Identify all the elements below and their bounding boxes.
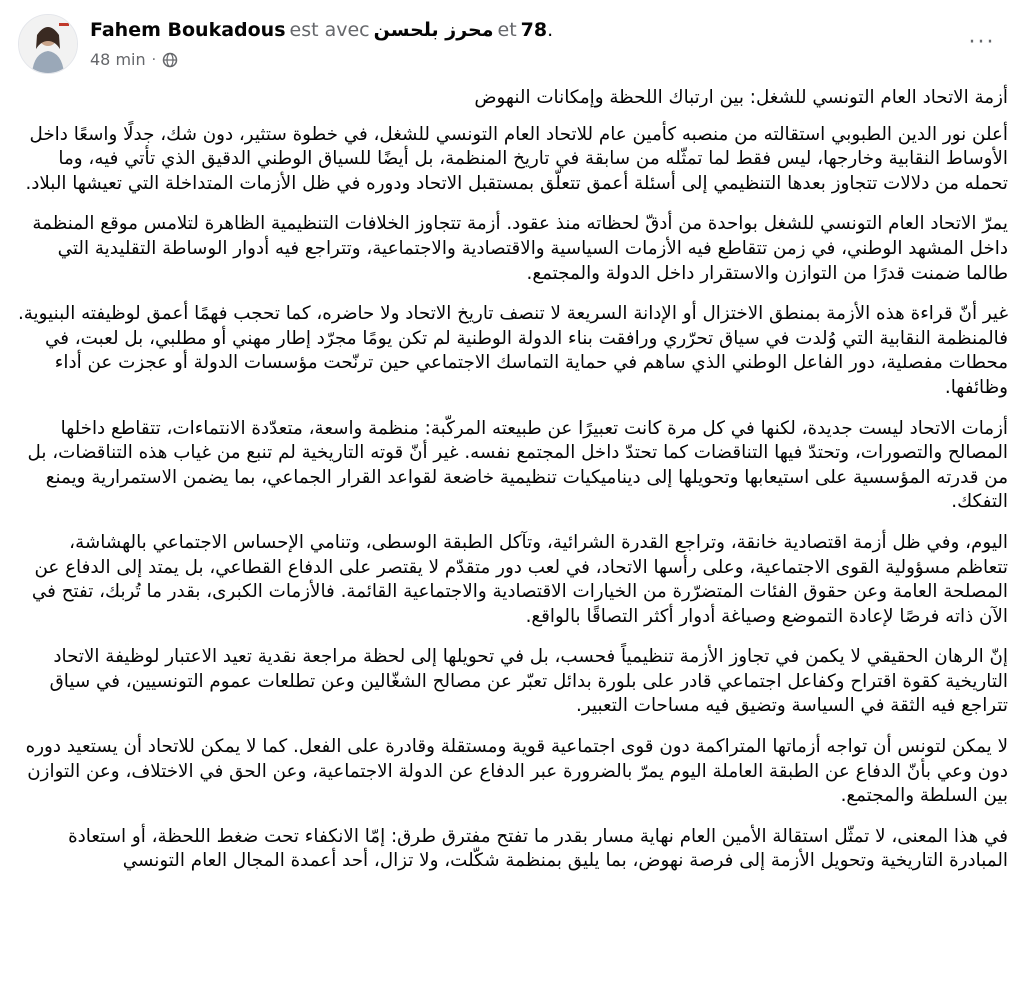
with-text: est avec <box>289 19 370 41</box>
author-line <box>90 18 553 42</box>
globe-icon[interactable] <box>162 52 178 68</box>
post-time[interactable]: 48 min <box>90 50 146 69</box>
paragraph: لا يمكن لتونس أن تواجه أزماتها المتراكمة دون قوى اجتماعية قوية ومستقلة وقادرة على الفعل. كما لا يمكن للاتحاد أن يستعيد دوره دون وعي بأنّ الدفاع عن الطبقة العاملة اليوم يمرّ بالضرورة عبر الدفاع عن الدولة الاجتماعية، وعن الحق في الاختلاف، وعن التوازن بين السلطة والمجتمع. <box>25 736 1008 807</box>
paragraph: أزمات الاتحاد ليست جديدة، لكنها في كل مرة كانت تعبيرًا عن طبيعته المركّبة: منظمة واسعة، متعدّدة الانتماءات، تتقاطع داخلها المصالح والتصورات، وتحتدّ فيها التناقضات كما تحتدّ داخل المجتمع نفسه. غير أنّ قوته التاريخية لم تنبع من غياب هذه التناقضات، بل من قدرته المؤسسية على استيعابها وتحويلها إلى ديناميكيات تنظيمية خاضعة لقواعد القرار الجماعي، بما يضمن الاستمرارية ويمنع التفكك. <box>27 417 1008 513</box>
more-dots-icon[interactable]: ··· <box>968 29 996 55</box>
paragraph: يمرّ الاتحاد العام التونسي للشغل بواحدة من أدقّ لحظاته منذ عقود. أزمة تتجاوز الخلافات التنظيمية الظاهرة لتلامس موقع المنظمة داخل المشهد الوطني، في زمن تتقاطع فيه الأزمات السياسية والاقتصادية والاجتماعية، وتتراجع فيه أدوار الوساطة التقليدية التي طالما ضمنت قدرًا من التوازن والاستقرار داخل الدولة والمجتمع. <box>32 213 1008 284</box>
trailing-period: . <box>547 19 554 41</box>
avatar-image <box>19 15 77 73</box>
paragraph: إنّ الرهان الحقيقي لا يكمن في تجاوز الأزمة تنظيمياً فحسب، بل في تحويلها إلى لحظة مراجعة نقدية تعيد الاعتبار لوظيفة الاتحاد التاريخية كقوة اقتراح وكفاعل اجتماعي قادر على بلورة بدائل تعبّر عن مصالح الشغّالين وعن تطلعات عموم التونسيين، في سياق تتراجع فيه الثقة في السياسة وتضيق فيه مساحات التعبير. <box>49 646 1008 717</box>
and-text: et <box>497 19 517 41</box>
author-name[interactable]: Fahem Boukadous <box>90 19 286 41</box>
post-title: أزمة الاتحاد العام التونسي للشغل: بين ارتباك اللحظة وإمكانات النهوض <box>474 87 1008 108</box>
post-body <box>16 86 1008 890</box>
paragraph: غير أنّ قراءة هذه الأزمة بمنطق الاختزال أو الإدانة السريعة لا تنصف تاريخ الاتحاد ولا حاضره، كما تحجب فهمًا أعمق لوظيفته البنيوية. فالمنظمة النقابية التي وُلدت في سياق تحرّري ورافقت بناء الدولة الوطنية لم تكن يومًا مجرّد إطار مهني أو مطلبي، بل لعبت، في محطات مفصلية، دور الفاعل الوطني الذي ساهم في حماية التماسك الاجتماعي حين ترنّحت مؤسسات الدولة أو عجزت عن أداء وظائفها. <box>17 303 1008 398</box>
paragraph: اليوم، وفي ظل أزمة اقتصادية خانقة، وتراجع القدرة الشرائية، وتآكل الطبقة الوسطى، وتنامي الإحساس الاجتماعي بالهشاشة، تتعاظم مسؤولية القوى الاجتماعية، وعلى رأسها الاتحاد، في لعب دور متقدّم لا يقتصر على الدفاع القطاعي، بل يمتد إلى الدفاع عن المصلحة العامة وعن حقوق الفئات المتضرّرة من الخيارات الاقتصادية والاجتماعية القائمة. فالأزمات الكبرى، بقدر ما تُربك، تفتح في الآن ذاته فرصًا لإعادة التموضع وصياغة أدوار أكثر التصاقًا بالواقع. <box>31 531 1008 627</box>
paragraph: في هذا المعنى، لا تمثّل استقالة الأمين العام نهاية مسار بقدر ما تفتح مفترق طرق: إمّا الانكفاء تحت ضغط اللحظة، أو استعادة المبادرة التاريخية وتحويل الأزمة إلى فرصة نهوض، بما يليق بمنظمة شكّلت، ولا تزال، أحد أعمدة المجال العام التونسي <box>68 825 1008 872</box>
post-meta <box>90 50 178 69</box>
others-count[interactable]: 78 <box>520 19 548 41</box>
avatar[interactable] <box>18 14 78 74</box>
post-header <box>18 14 1008 74</box>
paragraph: أعلن نور الدين الطبوبي استقالته من منصبه كأمين عام للاتحاد العام التونسي للشغل، في خطوة ستثير، دون شك، جدلًا واسعًا داخل الأوساط النقابية وخارجها، ليس فقط لما تمثّله من سابقة في تاريخ المنظمة، بل أيضًا للسياق الوطني الدقيق الذي تأتي فيه، وما تحمله من دلالات تتجاوز بعدها التنظيمي إلى أسئلة أعمق تتعلّق بمستقبل الاتحاد ودوره في ظل الأزمات المتداخلة التي تعيشها البلاد. <box>25 123 1008 194</box>
tagged-user[interactable]: محرز بلحسن <box>373 19 494 41</box>
meta-separator: · <box>151 51 157 68</box>
